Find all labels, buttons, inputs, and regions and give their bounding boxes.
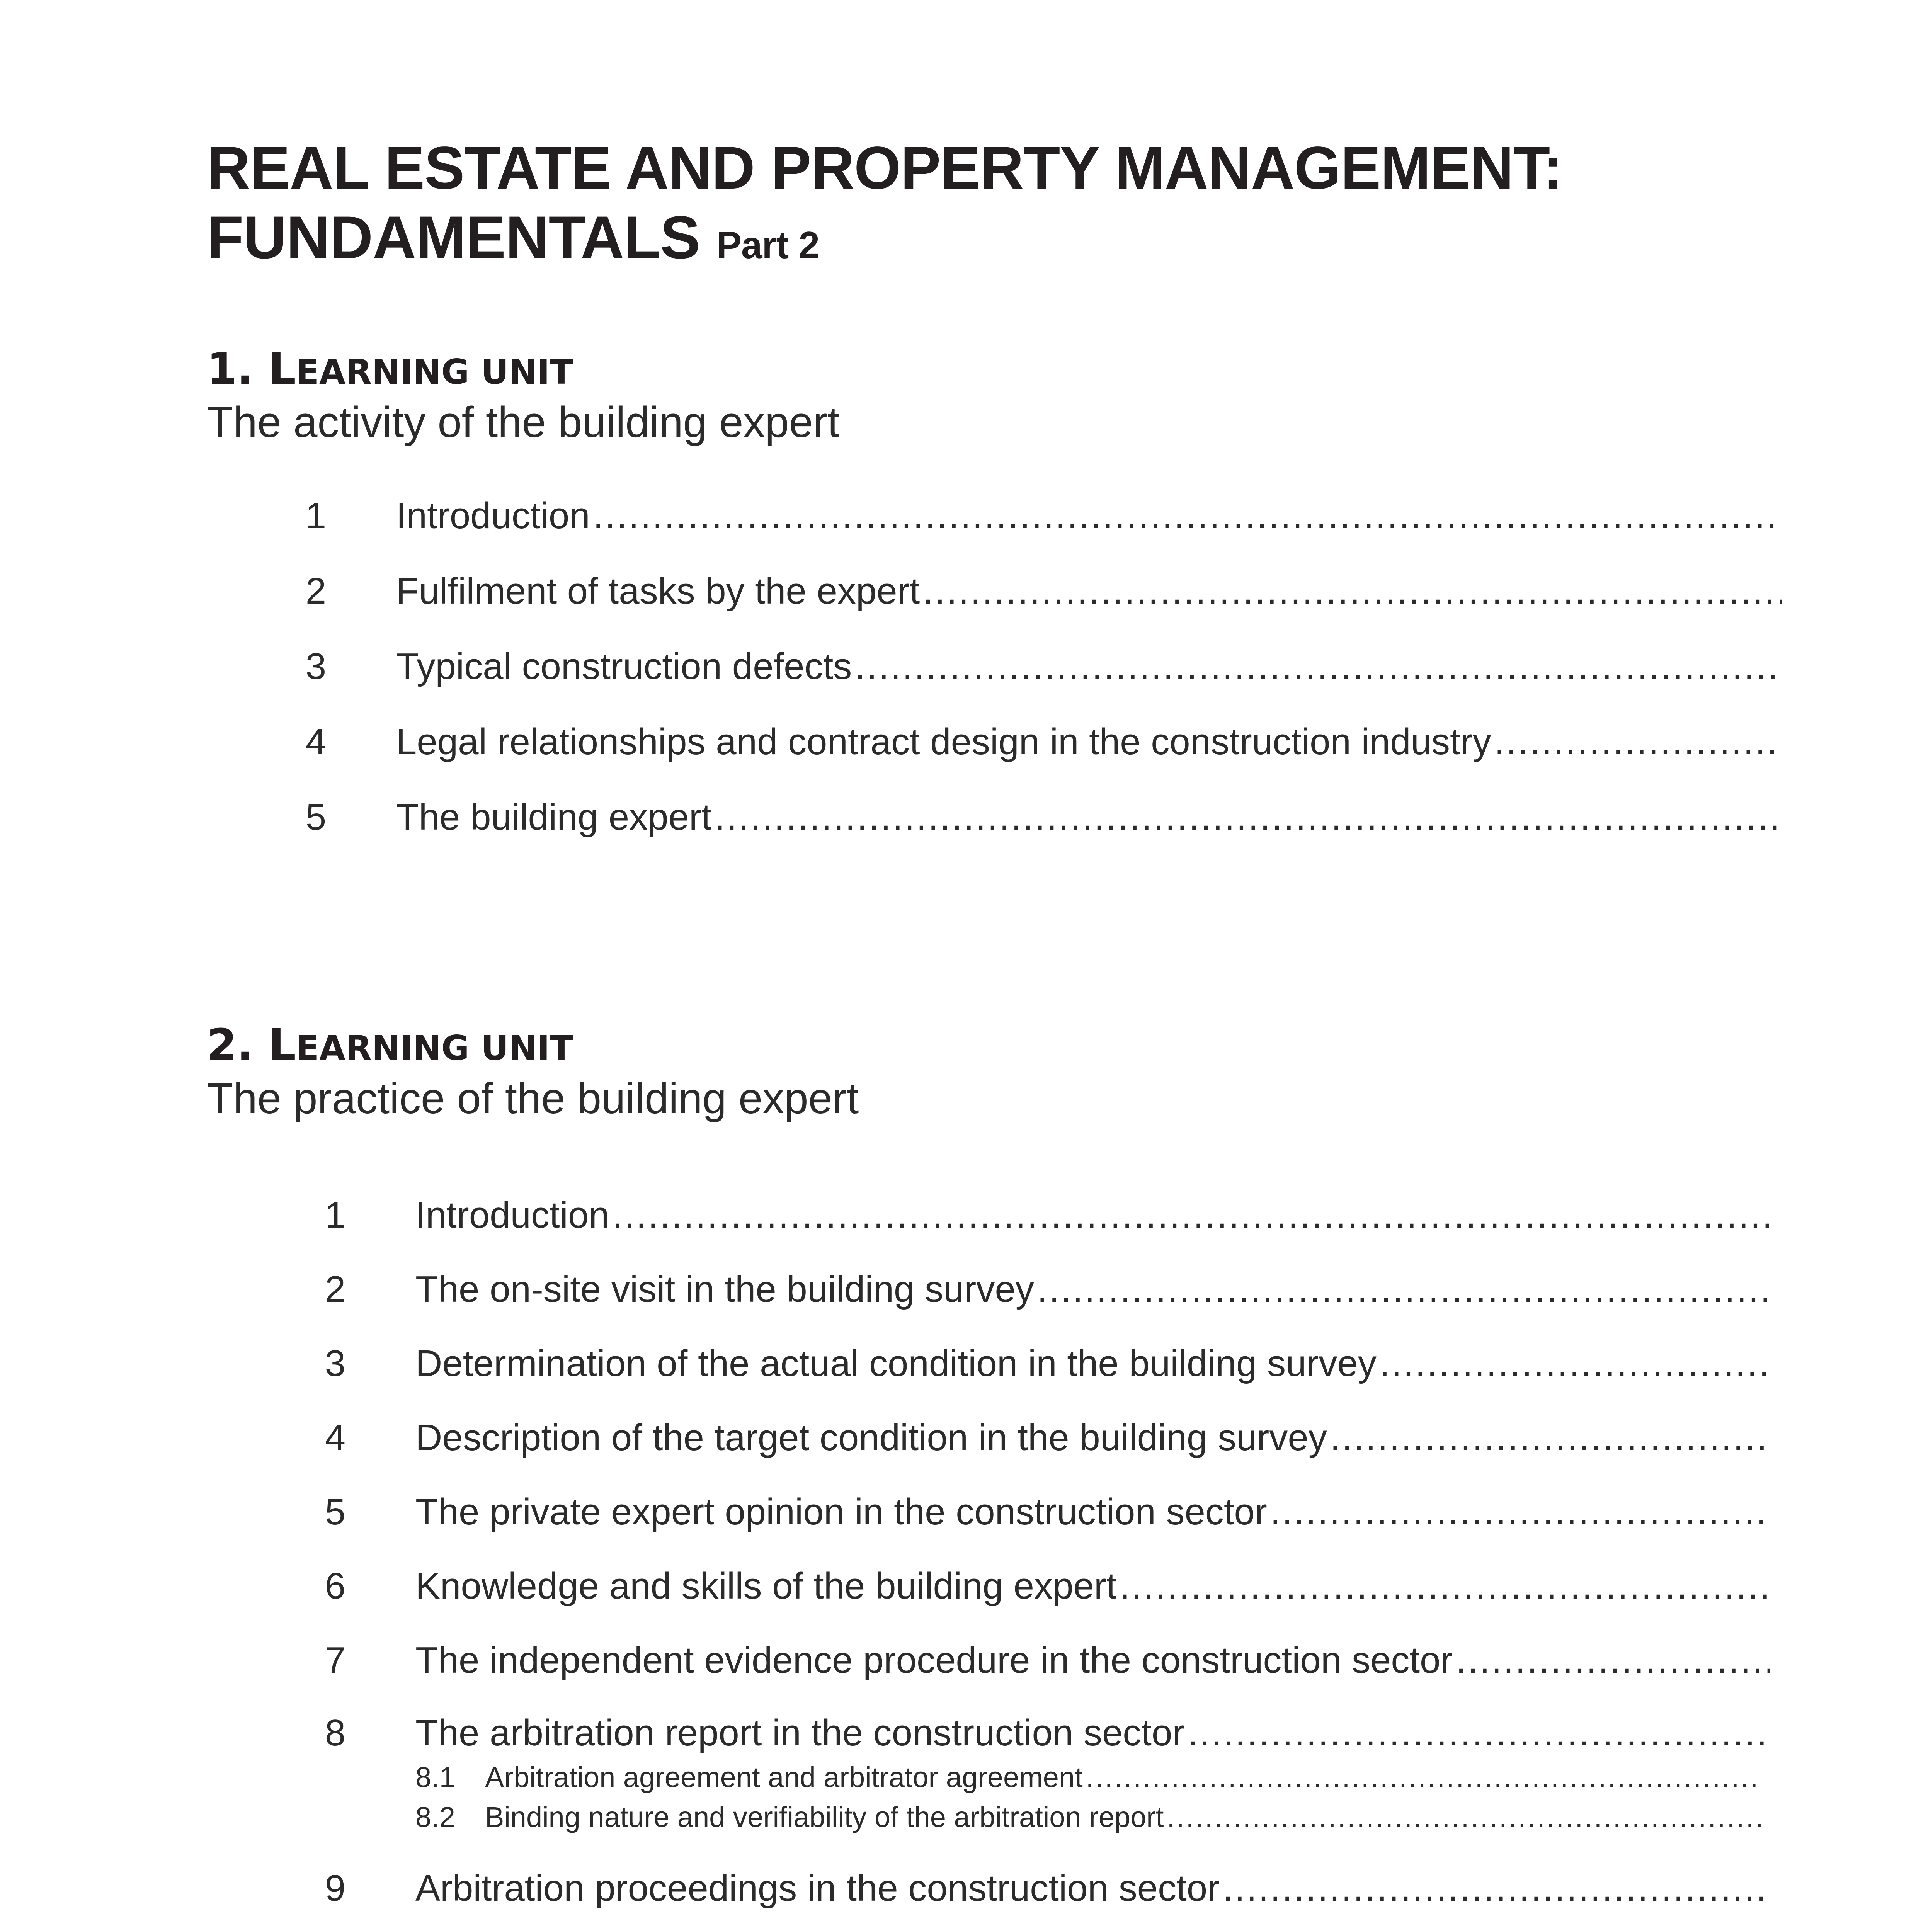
- toc-entry[interactable]: [313, 1268, 1770, 1311]
- toc-entry[interactable]: [294, 721, 1782, 763]
- dot-leader: [715, 796, 1782, 838]
- toc-entry-title: The building expert: [396, 796, 712, 838]
- dot-leader: [923, 570, 1782, 612]
- toc-entry-number: 7: [325, 1639, 346, 1681]
- dot-leader: [1037, 1268, 1770, 1311]
- title-part: Part 2: [716, 224, 820, 266]
- toc-entry[interactable]: [313, 1867, 1770, 1910]
- toc-entry-number: 2: [325, 1269, 346, 1310]
- toc-entry-title: Typical construction defects: [396, 646, 852, 687]
- dot-leader: [1270, 1491, 1770, 1533]
- dot-leader: [1456, 1639, 1770, 1682]
- toc-subentry-number: 8.2: [415, 1801, 455, 1833]
- toc-entry-title: Fulfilment of tasks by the expert: [396, 570, 920, 612]
- toc-entry-number: 9: [325, 1867, 346, 1909]
- dot-leader: [1086, 1761, 1762, 1794]
- toc-entry[interactable]: [294, 645, 1782, 688]
- toc-entry-title: Arbitration proceedings in the construction sector: [415, 1867, 1220, 1909]
- dot-leader: [1330, 1417, 1770, 1459]
- toc-entry[interactable]: [294, 495, 1782, 537]
- toc-entry[interactable]: [294, 570, 1782, 612]
- document-title: [207, 133, 1563, 280]
- toc-entry-number: 5: [325, 1491, 346, 1532]
- learning-unit-2: [207, 1020, 859, 1124]
- learning-unit-1: [207, 344, 839, 447]
- toc-entry-title: Legal relationships and contract design in the construction industry: [396, 721, 1491, 762]
- toc-entry-title: The independent evidence procedure in the construction sector: [415, 1639, 1453, 1681]
- toc-entry[interactable]: [313, 1417, 1770, 1459]
- dot-leader: [1494, 721, 1782, 763]
- dot-leader: [593, 495, 1782, 537]
- toc-entry-number: 5: [305, 796, 327, 838]
- dot-leader: [1223, 1867, 1770, 1910]
- toc-entry-title: Knowledge and skills of the building expert: [415, 1565, 1117, 1607]
- unit-heading: 1. LEARNING UNIT: [207, 344, 573, 394]
- toc-entry-title: The arbitration report in the construction sector: [415, 1712, 1185, 1753]
- dot-leader: [1120, 1565, 1770, 1607]
- toc-subentry[interactable]: [415, 1761, 1762, 1794]
- toc-entry[interactable]: [313, 1712, 1770, 1754]
- toc-entry[interactable]: [313, 1639, 1770, 1682]
- toc-entry-title: Description of the target condition in the building survey: [415, 1417, 1327, 1458]
- toc-entry-number: 6: [325, 1565, 346, 1607]
- toc-entry-number: 4: [325, 1417, 346, 1458]
- toc-subentry-number: 8.1: [415, 1761, 455, 1793]
- dot-leader: [855, 645, 1782, 688]
- dot-leader: [1188, 1712, 1770, 1754]
- unit-heading: 2. LEARNING UNIT: [207, 1020, 573, 1070]
- toc-entry[interactable]: [294, 796, 1782, 838]
- toc-entry-number: 3: [325, 1343, 346, 1384]
- toc-entry-number: 1: [325, 1194, 346, 1236]
- toc-entry-title: The private expert opinion in the construction sector: [415, 1491, 1267, 1532]
- toc-entry-number: 1: [305, 495, 327, 536]
- dot-leader: [613, 1194, 1770, 1236]
- toc-entry-number: 4: [305, 721, 327, 762]
- toc-entry-title: Determination of the actual condition in the building survey: [415, 1343, 1377, 1384]
- toc-subentry[interactable]: [415, 1801, 1762, 1833]
- title-line-1: REAL ESTATE AND PROPERTY MANAGEMENT:: [207, 134, 1563, 202]
- toc-subentry-title: Arbitration agreement and arbitrator agreement: [485, 1761, 1083, 1793]
- dot-leader: [1380, 1342, 1770, 1385]
- toc-subentry-title: Binding nature and verifiability of the arbitration report: [485, 1801, 1164, 1833]
- dot-leader: [1167, 1801, 1762, 1833]
- toc-entry-number: 3: [305, 646, 327, 687]
- unit-subtitle: The practice of the building expert: [207, 1074, 859, 1122]
- unit-subtitle: The activity of the building expert: [207, 398, 840, 446]
- toc-entry[interactable]: [313, 1194, 1770, 1236]
- toc-entry[interactable]: [313, 1342, 1770, 1385]
- toc-entry[interactable]: [313, 1565, 1770, 1607]
- toc-entry-title: The on-site visit in the building survey: [415, 1269, 1034, 1310]
- title-line-2: FUNDAMENTALS: [207, 204, 700, 271]
- toc-entry[interactable]: [313, 1491, 1770, 1533]
- toc-entry-title: Introduction: [415, 1194, 609, 1236]
- toc-entry-number: 8: [325, 1712, 346, 1753]
- toc-entry-title: Introduction: [396, 495, 590, 536]
- toc-entry-number: 2: [305, 570, 327, 612]
